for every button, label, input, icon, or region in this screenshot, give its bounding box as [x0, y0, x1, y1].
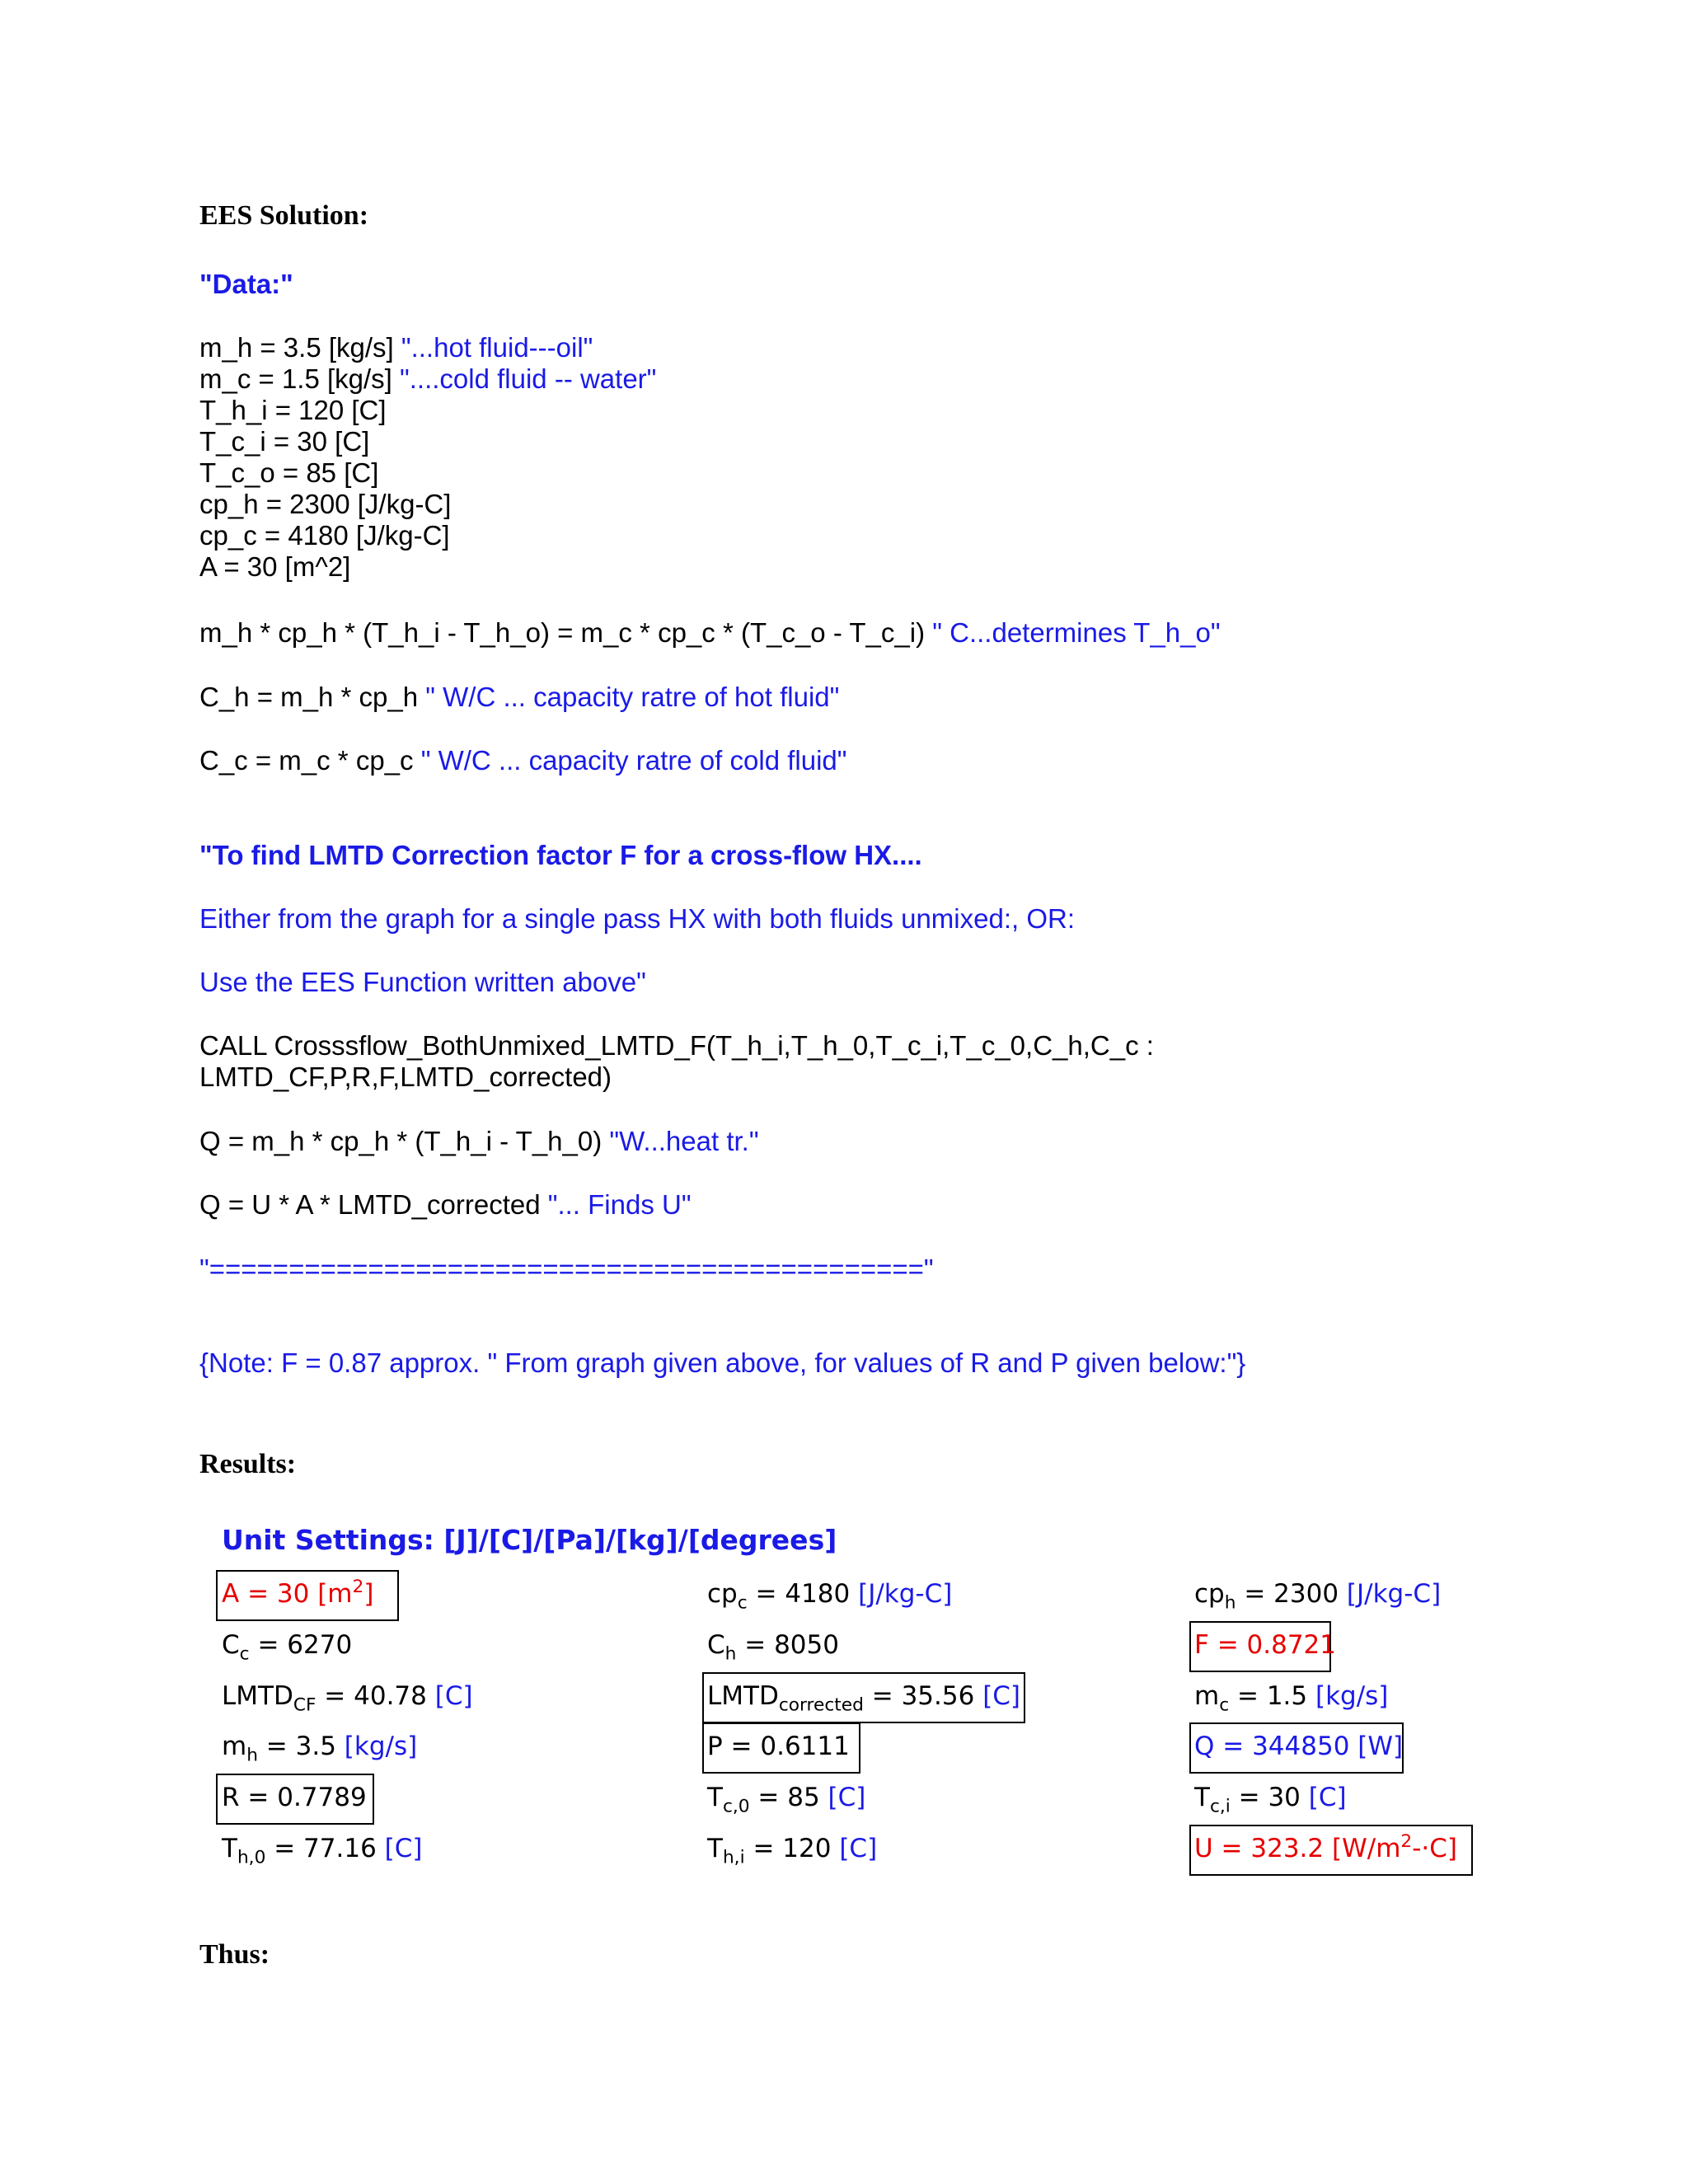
equation-comment: "... Finds U"	[547, 1189, 692, 1220]
equation-code: Q = U * A * LMTD_corrected	[199, 1189, 548, 1220]
equation-comment: " W/C ... capacity ratre of hot fluid"	[425, 682, 840, 712]
input-comment: "....cold fluid -- water"	[400, 363, 657, 394]
result-variable: A	[222, 1579, 240, 1609]
result-value: = 4180	[747, 1579, 859, 1609]
result-col2-2	[707, 1681, 1021, 1716]
result-variable: T	[707, 1834, 723, 1863]
result-value: = 77.16	[265, 1834, 385, 1863]
input-code: T_c_o = 85 [C]	[199, 457, 379, 488]
result-subscript: h,i	[722, 1847, 745, 1868]
result-unit-end: -·C]	[1412, 1834, 1457, 1863]
input-line	[199, 489, 656, 520]
input-code: cp_c = 4180 [J/kg-C]	[199, 520, 450, 551]
separator-comment: "============================================="	[199, 1254, 934, 1284]
result-value: = 30	[1230, 1783, 1309, 1812]
input-line	[199, 426, 656, 457]
result-unit: [m	[317, 1579, 353, 1609]
result-subscript: corrected	[778, 1694, 864, 1716]
result-variable: P	[707, 1732, 723, 1761]
result-col1-4	[222, 1783, 367, 1812]
ees-solution-heading: EES Solution:	[199, 200, 369, 231]
equation-comment: "W...heat tr."	[609, 1126, 759, 1156]
input-line	[199, 457, 656, 489]
result-variable: Q	[1194, 1732, 1215, 1761]
result-unit-superscript: 2	[352, 1577, 364, 1598]
thus-heading: Thus:	[199, 1939, 270, 1970]
result-value: = 30	[239, 1579, 318, 1609]
result-variable: m	[222, 1732, 247, 1761]
result-value: = 2300	[1236, 1579, 1347, 1609]
result-variable: F	[1194, 1630, 1209, 1660]
equation-code: C_c = m_c * cp_c	[199, 745, 421, 776]
input-code: A = 30 [m^2]	[199, 551, 351, 582]
input-line	[199, 551, 656, 583]
result-unit: [C]	[384, 1834, 423, 1863]
cc-equation	[199, 745, 846, 776]
result-col2-5	[707, 1834, 878, 1868]
equation-comment: " C...determines T_h_o"	[932, 617, 1221, 648]
result-col3-4	[1194, 1783, 1347, 1817]
result-col3-3	[1194, 1732, 1403, 1761]
result-unit: [J/kg-C]	[1346, 1579, 1442, 1609]
input-line	[199, 520, 656, 551]
result-variable: T	[707, 1783, 723, 1812]
result-subscript: c,0	[722, 1796, 750, 1817]
call-statement-line-1: CALL Crosssflow_BothUnmixed_LMTD_F(T_h_i,T_h_0,T_c_i,T_c_0,C_h,C_c :	[199, 1030, 1154, 1061]
result-variable: LMTD	[707, 1681, 779, 1711]
result-variable: R	[222, 1783, 240, 1812]
result-value: = 0.8721	[1208, 1630, 1336, 1660]
result-col2-0	[707, 1579, 953, 1614]
result-value: = 344850	[1214, 1732, 1358, 1761]
result-unit: [W/m	[1332, 1834, 1401, 1863]
result-col3-1	[1194, 1630, 1336, 1660]
result-unit-superscript: 2	[1400, 1831, 1413, 1853]
result-variable: C	[222, 1630, 240, 1660]
result-col1-3	[222, 1732, 418, 1766]
result-unit: [C]	[1308, 1783, 1347, 1812]
result-col2-3	[707, 1732, 850, 1761]
result-value: = 85	[749, 1783, 828, 1812]
result-value: = 35.56	[863, 1681, 983, 1711]
result-subscript: c	[737, 1592, 748, 1614]
result-col3-5	[1194, 1831, 1457, 1863]
result-value: = 0.6111	[722, 1732, 850, 1761]
input-line	[199, 332, 656, 363]
result-unit: [C]	[434, 1681, 473, 1711]
unit-settings: Unit Settings: [J]/[C]/[Pa]/[kg]/[degrees]	[222, 1524, 837, 1556]
input-line	[199, 363, 656, 395]
result-unit: [kg/s]	[1315, 1681, 1389, 1711]
input-block	[199, 332, 656, 583]
result-col3-2	[1194, 1681, 1389, 1716]
result-variable: cp	[1194, 1579, 1225, 1609]
input-code: cp_h = 2300 [J/kg-C]	[199, 489, 452, 519]
result-variable: T	[222, 1834, 237, 1863]
lmtd-title-comment: "To find LMTD Correction factor F for a cross-flow HX....	[199, 840, 922, 870]
result-variable: U	[1194, 1834, 1213, 1863]
result-col2-1	[707, 1630, 839, 1665]
input-code: m_c = 1.5 [kg/s]	[199, 363, 401, 394]
result-col1-5	[222, 1834, 423, 1868]
result-unit: [C]	[839, 1834, 878, 1863]
result-col1-2	[222, 1681, 473, 1716]
result-subscript: CF	[293, 1694, 316, 1716]
input-code: T_c_i = 30 [C]	[199, 426, 370, 457]
result-subscript: c	[1219, 1694, 1230, 1716]
equation-code: m_h * cp_h * (T_h_i - T_h_o) = m_c * cp_c * (T_c_o - T_c_i)	[199, 617, 933, 648]
result-subscript: c,i	[1209, 1796, 1231, 1817]
q-heat-equation	[199, 1126, 759, 1157]
call-statement-line-2: LMTD_CF,P,R,F,LMTD_corrected)	[199, 1062, 612, 1092]
result-value: = 1.5	[1229, 1681, 1315, 1711]
results-heading: Results:	[199, 1449, 297, 1479]
result-unit: [C]	[828, 1783, 866, 1812]
equation-comment: " W/C ... capacity ratre of cold fluid"	[420, 745, 847, 776]
result-variable: m	[1194, 1681, 1220, 1711]
result-unit-end: ]	[363, 1579, 374, 1609]
result-variable: cp	[707, 1579, 738, 1609]
result-subscript: h	[1224, 1592, 1236, 1614]
result-unit: [W]	[1357, 1732, 1404, 1761]
result-value: = 323.2	[1212, 1834, 1332, 1863]
result-variable: LMTD	[222, 1681, 293, 1711]
use-function-comment: Use the EES Function written above"	[199, 967, 646, 997]
result-variable: C	[707, 1630, 725, 1660]
result-subscript: h	[246, 1745, 258, 1766]
input-code: T_h_i = 120 [C]	[199, 395, 387, 425]
equation-code: Q = m_h * cp_h * (T_h_i - T_h_0)	[199, 1126, 610, 1156]
result-col1-0	[222, 1579, 373, 1609]
result-col1-1	[222, 1630, 353, 1665]
result-col2-4	[707, 1783, 866, 1817]
result-value: = 40.78	[316, 1681, 435, 1711]
input-comment: "...hot fluid---oil"	[401, 332, 593, 363]
result-col3-0	[1194, 1579, 1442, 1614]
input-line	[199, 395, 656, 426]
result-unit: [J/kg-C]	[858, 1579, 953, 1609]
data-comment: "Data:"	[199, 269, 293, 299]
q-u-equation	[199, 1189, 692, 1221]
result-value: = 120	[744, 1834, 840, 1863]
result-subscript: c	[239, 1643, 250, 1665]
result-subscript: h,0	[237, 1847, 266, 1868]
result-value: = 3.5	[257, 1732, 345, 1761]
result-variable: T	[1194, 1783, 1210, 1812]
either-comment: Either from the graph for a single pass HX with both fluids unmixed:, OR:	[199, 903, 1075, 934]
result-value: = 6270	[249, 1630, 353, 1660]
result-value: = 8050	[736, 1630, 839, 1660]
result-value: = 0.7789	[239, 1783, 367, 1812]
equation-code: C_h = m_h * cp_h	[199, 682, 426, 712]
ch-equation	[199, 682, 839, 713]
result-subscript: h	[724, 1643, 737, 1665]
input-code: m_h = 3.5 [kg/s]	[199, 332, 401, 363]
result-unit: [C]	[982, 1681, 1021, 1711]
result-unit: [kg/s]	[344, 1732, 418, 1761]
energy-balance-equation	[199, 617, 1221, 649]
note-comment: {Note: F = 0.87 approx. " From graph given above, for values of R and P given below:"}	[199, 1347, 1246, 1378]
